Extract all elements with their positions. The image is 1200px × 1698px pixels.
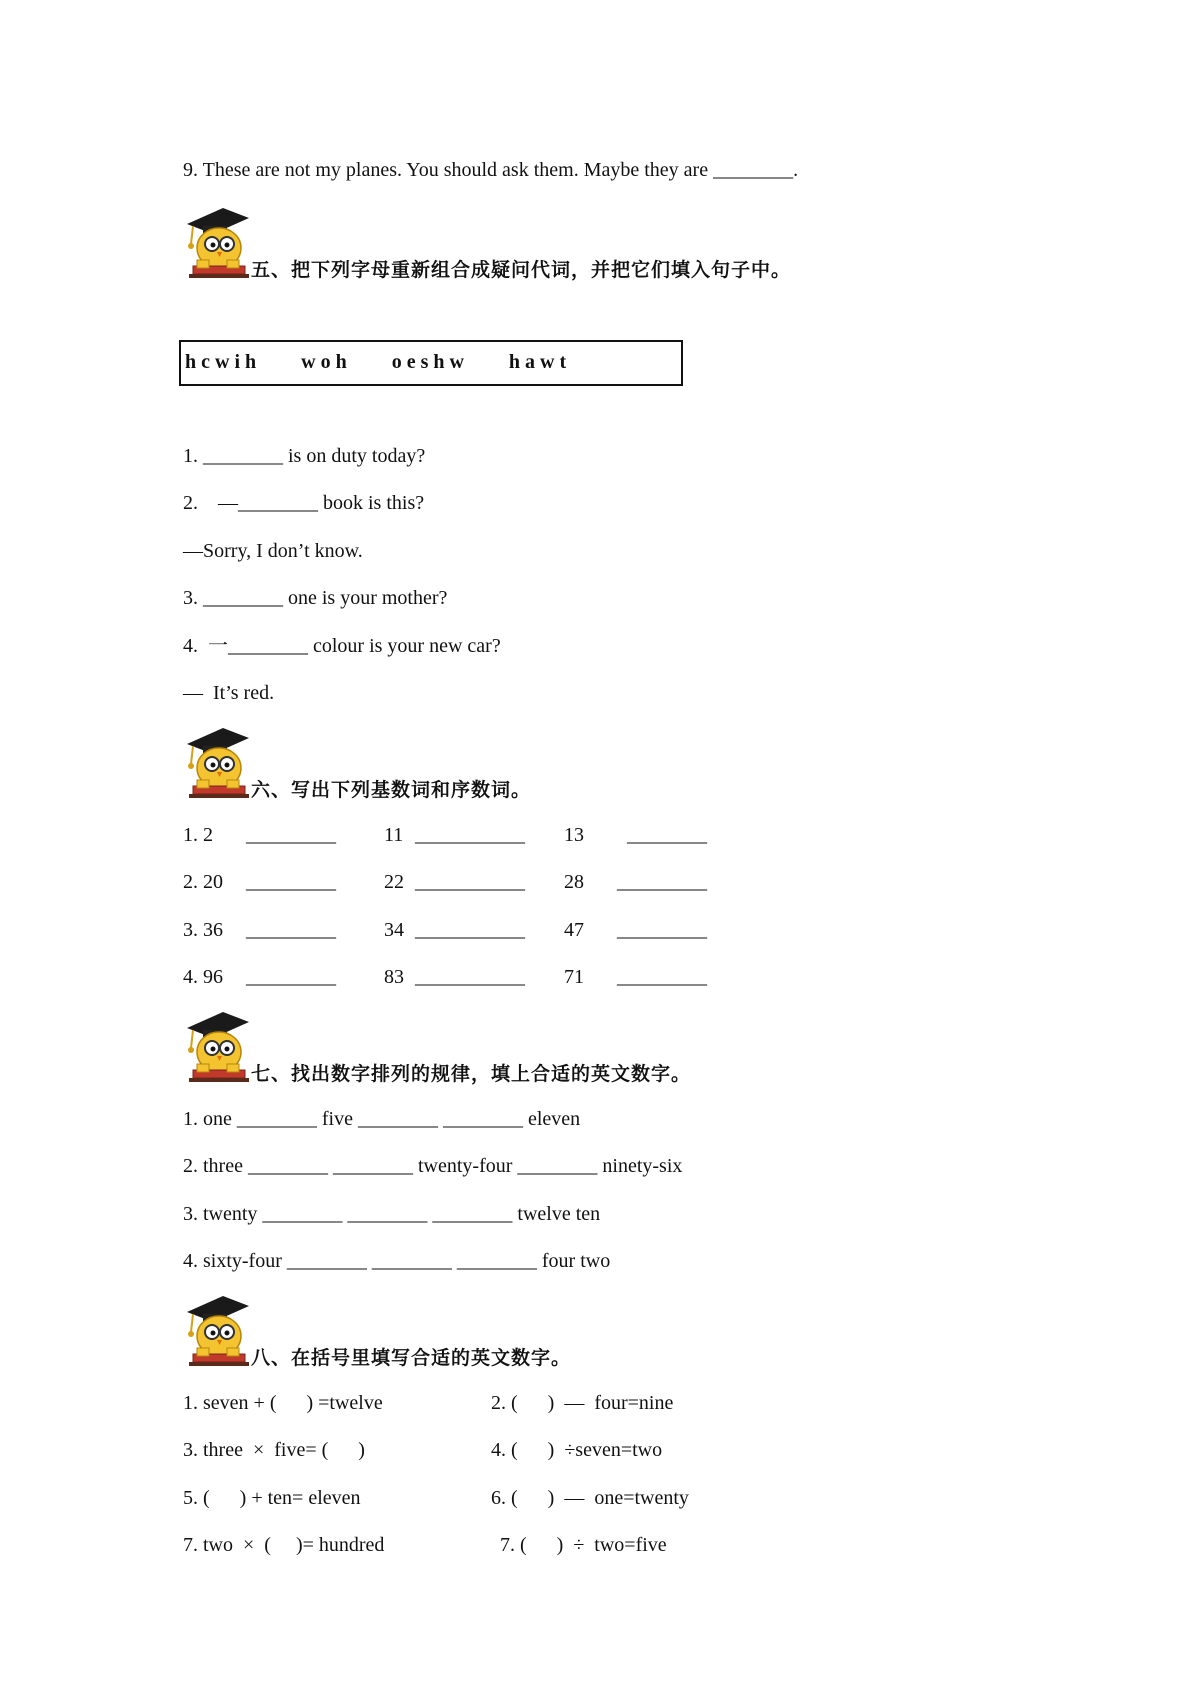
owl-graduate-icon [183,724,249,804]
s5-line-1: 1. ________ is on duty today? [183,445,426,467]
owl-graduate-icon [183,204,249,284]
question-9: 9. These are not my planes. You should ask them. Maybe they are ________. [183,159,799,181]
s5-line-4: 3. ________ one is your mother? [183,587,448,609]
s7-line-4: 4. sixty-four ________ ________ ________ four two [183,1250,611,1272]
scrambled-letters: hcwih woh oeshw hawt [185,351,572,373]
section-5-heading [183,204,1083,284]
s7-line-2: 2. three ________ ________ twenty-four ________ ninety-six [183,1155,683,1177]
s7-line-3: 3. twenty ________ ________ ________ twelve ten [183,1203,601,1225]
s6-blank: ___________ [415,824,525,846]
s8-equation: 1. seven + ( ) =twelve [183,1392,383,1414]
section-6-title: 六、写出下列基数词和序数词。 [251,779,532,801]
s6-blank: _________ [617,871,707,893]
section-8-title: 八、在括号里填写合适的英文数字。 [251,1347,572,1369]
s6-number: 34 [384,919,404,941]
section-8-heading [183,1292,1083,1372]
s6-number: 13 [564,824,584,846]
section-5-title: 五、把下列字母重新组合成疑问代词，并把它们填入句子中。 [251,259,792,281]
s6-blank: _________ [246,966,336,988]
s6-blank: ___________ [415,871,525,893]
s7-line-1: 1. one ________ five ________ ________ eleven [183,1108,581,1130]
s6-blank: ___________ [415,919,525,941]
s6-blank: _________ [246,824,336,846]
section-7-title: 七、找出数字排列的规律，填上合适的英文数字。 [251,1063,692,1085]
s8-equation: 5. ( ) + ten= eleven [183,1487,361,1509]
s6-blank: ________ [627,824,707,846]
s6-blank: _________ [617,966,707,988]
s6-number: 11 [384,824,404,846]
s6-blank: _________ [246,919,336,941]
s6-number: 47 [564,919,584,941]
s8-equation: 7. ( ) ÷ two=five [500,1534,667,1556]
s6-number: 28 [564,871,584,893]
s6-number: 1. 2 [183,824,213,846]
section-6-heading [183,724,1083,804]
s6-number: 71 [564,966,584,988]
scrambled-letters-box [179,340,683,386]
s8-equation: 6. ( ) — one=twenty [491,1487,689,1509]
s6-blank: _________ [617,919,707,941]
s6-number: 4. 96 [183,966,223,988]
s6-number: 2. 20 [183,871,223,893]
section-7-heading [183,1008,1083,1088]
s6-blank: _________ [246,871,336,893]
s8-equation: 4. ( ) ÷seven=two [491,1439,663,1461]
s5-line-3: —Sorry, I don’t know. [183,540,363,562]
s6-number: 22 [384,871,404,893]
owl-graduate-icon [183,1008,249,1088]
owl-graduate-icon [183,1292,249,1372]
s8-equation: 3. three × five= ( ) [183,1439,365,1461]
s5-line-5: 4. 一________ colour is your new car? [183,635,501,657]
s6-blank: ___________ [415,966,525,988]
s6-number: 3. 36 [183,919,223,941]
s6-number: 83 [384,966,404,988]
s8-equation: 2. ( ) — four=nine [491,1392,674,1414]
s5-line-2: 2. —________ book is this? [183,492,425,514]
s8-equation: 7. two × ( )= hundred [183,1534,385,1556]
s5-line-6: — It’s red. [183,682,275,704]
